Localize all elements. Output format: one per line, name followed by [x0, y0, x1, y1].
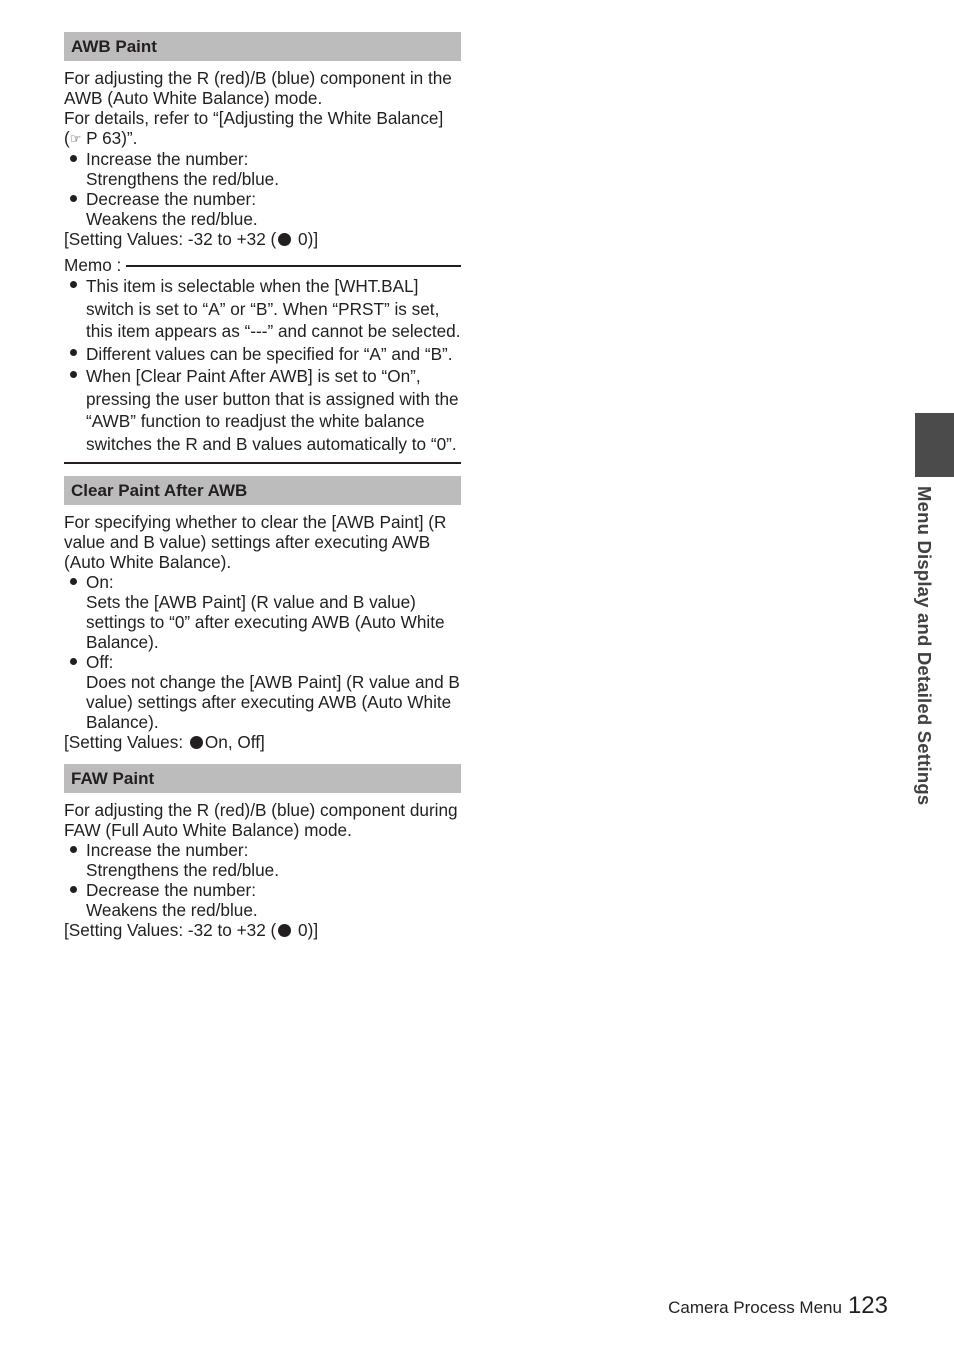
setting-prefix: [Setting Values:	[64, 732, 188, 752]
faw-paint-heading: FAW Paint	[64, 764, 461, 793]
reference-prefix: For details, refer to “[Adjusting the White Balance] (	[64, 108, 444, 148]
bullet-label: Increase the number:	[86, 149, 249, 169]
list-item	[64, 149, 461, 189]
clear-paint-heading: Clear Paint After AWB	[64, 476, 461, 505]
hand-pointer-icon: ☞	[69, 131, 82, 146]
awb-paint-reference	[64, 108, 461, 149]
list-item: When [Clear Paint After AWB] is set to “On”, pressing the user button that is assigned with the “AWB” function to readjust the white balance switches the R and B values automatically to “0”.	[64, 365, 461, 455]
bullet-detail: Does not change the [AWB Paint] (R value and B value) settings after executing AWB (Auto White Balance).	[86, 672, 460, 732]
bullet-label: Off:	[86, 652, 114, 672]
footer-section-name: Camera Process Menu	[668, 1298, 842, 1317]
setting-prefix: [Setting Values: -32 to +32 (	[64, 229, 277, 249]
awb-paint-intro: For adjusting the R (red)/B (blue) component in the AWB (Auto White Balance) mode.	[64, 68, 452, 108]
list-item	[64, 572, 461, 652]
default-dot-icon	[190, 736, 203, 749]
bullet-detail: Sets the [AWB Paint] (R value and B value) settings to “0” after executing AWB (Auto White Balance).	[86, 592, 445, 652]
bullet-label: Increase the number:	[86, 840, 249, 860]
bullet-label: On:	[86, 572, 114, 592]
faw-paint-intro: For adjusting the R (red)/B (blue) component during FAW (Full Auto White Balance) mode.	[64, 800, 458, 840]
bullet-label: Decrease the number:	[86, 189, 257, 209]
setting-suffix: 0)]	[293, 920, 319, 940]
list-item: This item is selectable when the [WHT.BAL] switch is set to “A” or “B”. When “PRST” is set, this item appears as “---” and cannot be selected.	[64, 275, 461, 343]
setting-suffix: On, Off]	[204, 732, 265, 752]
list-item	[64, 189, 461, 229]
clear-paint-setting-values	[64, 732, 461, 752]
memo-label: Memo :	[64, 255, 122, 275]
page-footer	[668, 1292, 888, 1320]
page-number: 123	[847, 1292, 888, 1319]
list-item	[64, 880, 461, 920]
awb-paint-setting-values	[64, 229, 461, 249]
faw-paint-bullets	[64, 840, 461, 920]
chapter-side-label: Menu Display and Detailed Settings	[914, 486, 935, 806]
memo-divider	[126, 265, 461, 267]
default-dot-icon	[278, 924, 291, 937]
default-dot-icon	[278, 233, 291, 246]
memo-header	[64, 255, 461, 275]
faw-paint-setting-values	[64, 920, 461, 940]
list-item: Different values can be specified for “A” and “B”.	[64, 343, 461, 366]
bullet-detail: Strengthens the red/blue.	[86, 169, 280, 189]
setting-suffix: 0)]	[293, 229, 319, 249]
reference-suffix: P 63)”.	[81, 128, 138, 148]
bullet-detail: Weakens the red/blue.	[86, 900, 258, 920]
main-column	[64, 32, 461, 940]
setting-prefix: [Setting Values: -32 to +32 (	[64, 920, 277, 940]
memo-list	[64, 275, 461, 455]
bullet-detail: Weakens the red/blue.	[86, 209, 258, 229]
bullet-detail: Strengthens the red/blue.	[86, 860, 280, 880]
clear-paint-intro: For specifying whether to clear the [AWB Paint] (R value and B value) settings after executing AWB (Auto White Balance).	[64, 512, 447, 572]
bullet-label: Decrease the number:	[86, 880, 257, 900]
chapter-tab-marker	[915, 413, 954, 477]
awb-paint-heading: AWB Paint	[64, 32, 461, 61]
list-item	[64, 652, 461, 732]
clear-paint-bullets	[64, 572, 461, 732]
awb-paint-bullets	[64, 149, 461, 229]
list-item	[64, 840, 461, 880]
